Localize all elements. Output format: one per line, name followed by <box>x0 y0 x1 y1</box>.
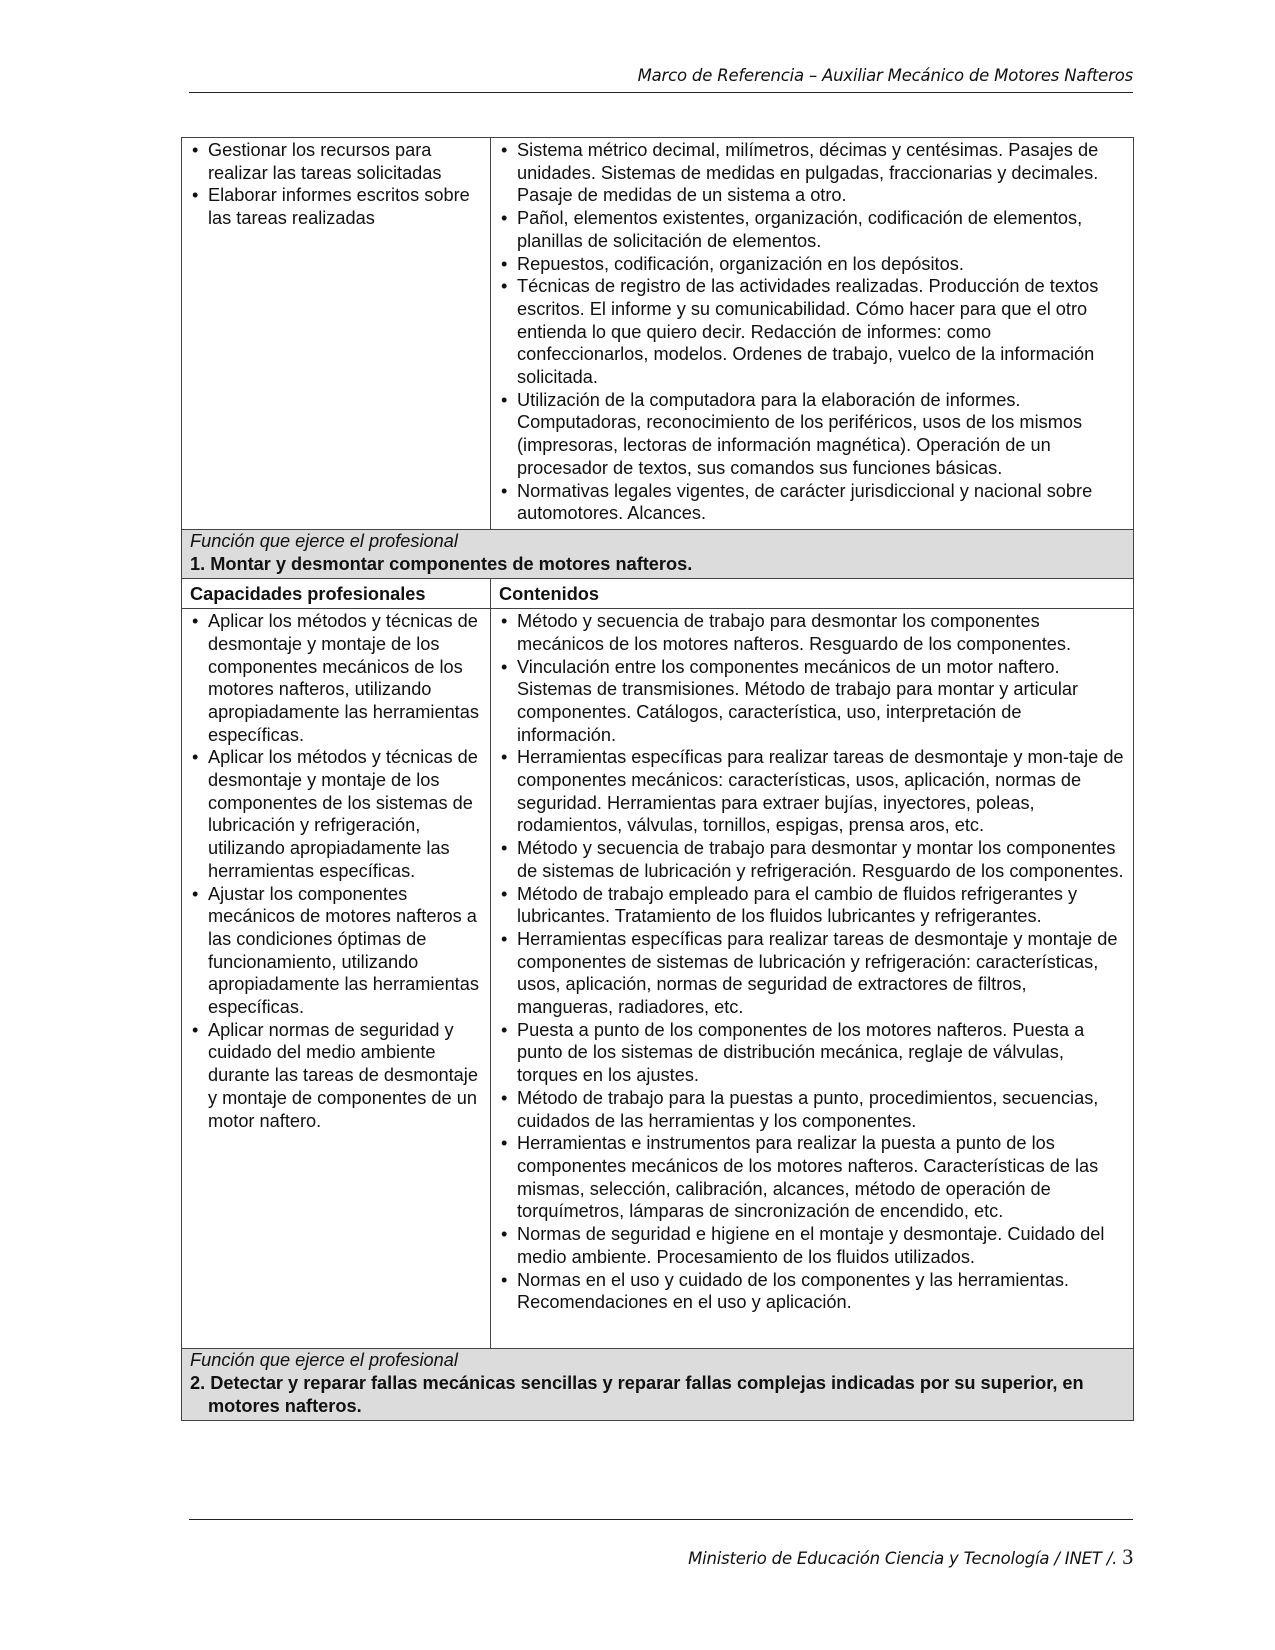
list-item: • Pañol, elementos existentes, organización, codificación de elementos, planillas de solicitación de elementos. <box>499 207 1125 252</box>
list-item: • Vinculación entre los componentes mecánicos de un motor naftero. Sistemas de transmisiones. Método de trabajo para montar y articular componentes. Catálogos, característica, uso, interpretación de información. <box>499 656 1125 747</box>
function-title: 2. Detectar y reparar fallas mecánicas sencillas y reparar fallas complejas indicadas por su superior, en motores nafteros. <box>190 1372 1084 1416</box>
page-number: 3 <box>1122 1544 1133 1569</box>
list-item: • Aplicar los métodos y técnicas de desmontaje y montaje de los componentes de los sistemas de lubricación y refrigeración, utilizando apropiadamente las herramientas específicas. <box>190 746 482 882</box>
footer-institution: Ministerio de Educación Ciencia y Tecnología / INET /. <box>688 1549 1118 1568</box>
list-item: • Ajustar los componentes mecánicos de motores nafteros a las condiciones óptimas de funcionamiento, utilizando apropiadamente las herramientas específicas. <box>190 883 482 1019</box>
footer-text <box>688 1544 1133 1570</box>
function-title: 1. Montar y desmontar componentes de motores nafteros. <box>190 553 693 574</box>
function-row <box>182 530 1134 579</box>
list-item: • Aplicar los métodos y técnicas de desmontaje y montaje de los componentes mecánicos de los motores nafteros, utilizando apropiadamente las herramientas específicas. <box>190 610 482 746</box>
table-row <box>182 138 1134 530</box>
list-item: • Método y secuencia de trabajo para desmontar los componentes mecánicos de los motores nafteros. Resguardo de los componentes. <box>499 610 1125 655</box>
list-item: • Normas en el uso y cuidado de los componentes y las herramientas. Recomendaciones en el uso y aplicación. <box>499 1269 1125 1314</box>
list-item: • Elaborar informes escritos sobre las tareas realizadas <box>190 184 482 229</box>
list-item: • Normas de seguridad e higiene en el montaje y desmontaje. Cuidado del medio ambiente. Procesamiento de los fluidos utilizados. <box>499 1223 1125 1268</box>
contents-cell <box>491 609 1134 1349</box>
list-item: • Utilización de la computadora para la elaboración de informes. Computadoras, reconocimiento de los periféricos, usos de los mismos (impresoras, lectoras de información magnética). Operación de un procesador de textos, sus comandos sus funciones básicas. <box>499 389 1125 480</box>
contents-list <box>499 610 1125 1314</box>
list-item: • Normativas legales vigentes, de carácter jurisdiccional y nacional sobre automotores. Alcances. <box>499 480 1125 525</box>
column-header-capacities: Capacidades profesionales <box>182 579 491 609</box>
contents-cell <box>491 138 1134 530</box>
list-item: • Herramientas e instrumentos para realizar la puesta a punto de los componentes mecánicos de los motores nafteros. Características de las mismas, selección, calibración, alcances, método de operación de torquímetros, lámparas de sincronización de encendido, etc. <box>499 1132 1125 1223</box>
content-table <box>181 137 1134 1421</box>
page-header <box>189 66 1133 93</box>
list-item: • Método de trabajo para la puestas a punto, procedimientos, secuencias, cuidados de las herramientas y los componentes. <box>499 1087 1125 1132</box>
list-item: • Repuestos, codificación, organización en los depósitos. <box>499 253 1125 276</box>
list-item: • Sistema métrico decimal, milímetros, décimas y centésimas. Pasajes de unidades. Sistemas de medidas en pulgadas, fraccionarias y decimales. Pasaje de medidas de un sistema a otro. <box>499 139 1125 207</box>
list-item: • Herramientas específicas para realizar tareas de desmontaje y mon-taje de componentes mecánicos: características, usos, aplicación, normas de seguridad. Herramientas para extraer bujías, inyectores, poleas, rodamientos, válvulas, tornillos, espigas, prensa aros, etc. <box>499 746 1125 837</box>
function-cell <box>182 530 1134 579</box>
list-item: • Técnicas de registro de las actividades realizadas. Producción de textos escritos. El informe y su comunicabilidad. Cómo hacer para que el otro entienda lo que quiero decir. Redacción de informes: como confeccionarlos, modelos. Ordenes de trabajo, vuelco de la información solicitada. <box>499 275 1125 389</box>
function-label: Función que ejerce el profesional <box>190 1350 458 1371</box>
function-label: Función que ejerce el profesional <box>190 531 458 551</box>
capacities-cell <box>182 609 491 1349</box>
table-row <box>182 609 1134 1349</box>
header-title: Marco de Referencia – Auxiliar Mecánico de Motores Nafteros <box>637 66 1133 85</box>
column-header-contents: Contenidos <box>491 579 1134 609</box>
function-row <box>182 1349 1134 1421</box>
list-item: • Método de trabajo empleado para el cambio de fluidos refrigerantes y lubricantes. Tratamiento de los fluidos lubricantes y refrigerantes. <box>499 883 1125 928</box>
list-item: • Herramientas específicas para realizar tareas de desmontaje y montaje de componentes de sistemas de lubricación y refrigeración: características, usos, aplicación, normas de seguridad de extractores de filtros, mangueras, radiadores, etc. <box>499 928 1125 1019</box>
list-item: • Puesta a punto de los componentes de los motores nafteros. Puesta a punto de los sistemas de distribución mecánica, reglaje de válvulas, torques en los ajustes. <box>499 1019 1125 1087</box>
function-cell <box>182 1349 1134 1421</box>
capacities-list <box>190 139 482 230</box>
page-footer <box>189 1519 1133 1569</box>
list-item: • Gestionar los recursos para realizar las tareas solicitadas <box>190 139 482 184</box>
list-item: • Aplicar normas de seguridad y cuidado del medio ambiente durante las tareas de desmontaje y montaje de componentes de un motor naftero. <box>190 1019 482 1133</box>
list-item: • Método y secuencia de trabajo para desmontar y montar los componentes de sistemas de lubricación y refrigeración. Resguardo de los componentes. <box>499 837 1125 882</box>
capacities-list <box>190 610 482 1132</box>
capacities-cell <box>182 138 491 530</box>
contents-list <box>499 139 1125 525</box>
column-header-row <box>182 579 1134 609</box>
